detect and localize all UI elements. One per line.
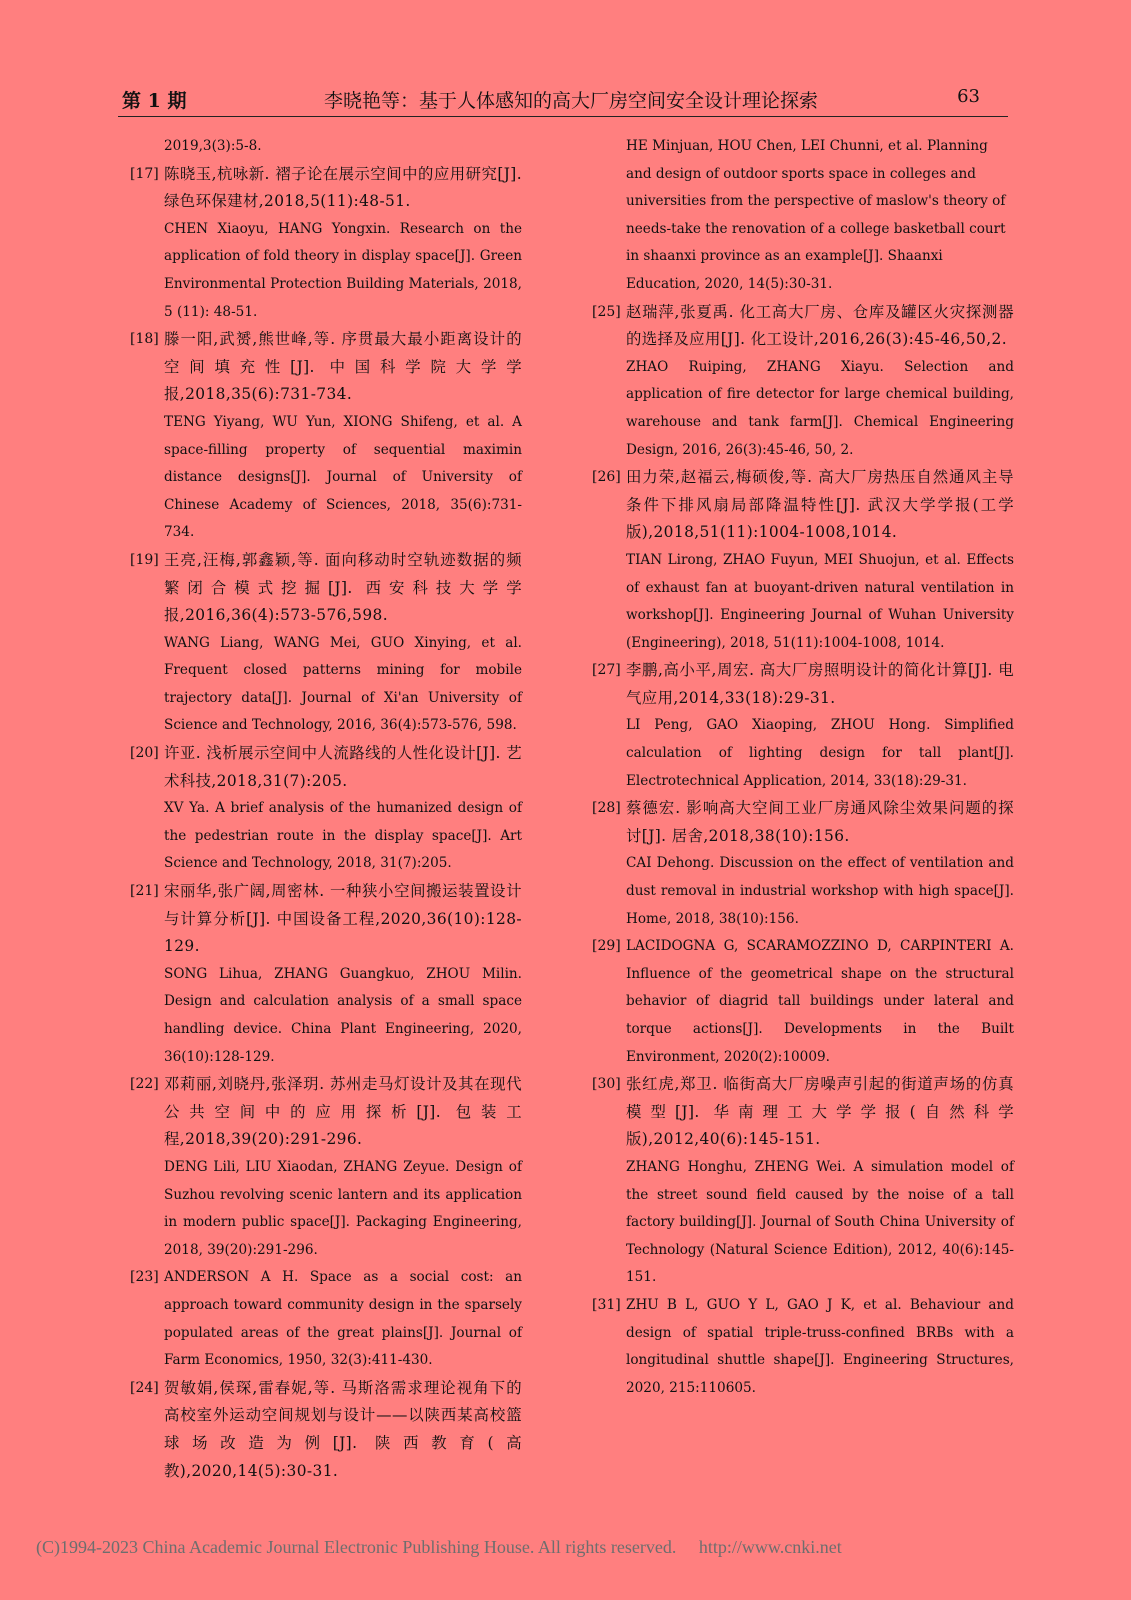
- reference-entry: [592, 464, 1014, 657]
- reference-number: [27]: [592, 662, 621, 679]
- reference-chinese: 田力荣,赵福云,梅硕俊,等. 高大厂房热压自然通风主导条件下排风扇局部降温特性[J]. 武汉大学学报(工学版),2018,51(11):1004-1008,1014.: [626, 468, 1014, 542]
- reference-english: TENG Yiyang, WU Yun, XIONG Shifeng, et al. A space-filling property of sequential maximin distance designs[J]. Journal of University of Chinese Academy of Sciences, 2018, 35(6):731-734.: [164, 413, 522, 541]
- reference-number: [20]: [130, 745, 159, 762]
- reference-entry: [130, 1071, 522, 1264]
- reference-number: [21]: [130, 883, 159, 900]
- reference-entry: [130, 878, 522, 1071]
- reference-number: [28]: [592, 800, 621, 817]
- reference-entry: [592, 933, 1014, 1071]
- reference-number: [23]: [130, 1269, 159, 1286]
- issue-label: 第 1 期: [122, 90, 187, 112]
- reference-english: ZHU B L, GUO Y L, GAO J K, et al. Behaviour and design of spatial triple-truss-confined BRBs with a longitudinal shuttle shape[J]. Engineering Structures, 2020, 215:110605.: [626, 1296, 1014, 1396]
- reference-chinese: 宋丽华,张广阔,周密林. 一种狭小空间搬运装置设计与计算分析[J]. 中国设备工程,2020,36(10):128-129.: [164, 882, 522, 956]
- running-title: 李晓艳等：基于人体感知的高大厂房空间安全设计理论探索: [324, 90, 819, 112]
- reference-entry: [130, 161, 522, 327]
- reference-number: [22]: [130, 1076, 159, 1093]
- reference-english: WANG Liang, WANG Mei, GUO Xinying, et al. Frequent closed patterns mining for mobile trajectory data[J]. Journal of Xi'an University of Science and Technology, 2016, 36(4):573-576, 598.: [164, 634, 522, 734]
- reference-entry: [592, 657, 1014, 795]
- reference-english: ANDERSON A H. Space as a social cost: an approach toward community design in the sparsely populated areas of the great plains[J]. Journal of Farm Economics, 1950, 32(3):411-430.: [164, 1269, 522, 1369]
- reference-chinese: 贺敏娟,侯琛,雷春妮,等. 马斯洛需求理论视角下的高校室外运动空间规划与设计——以陕西某高校篮球场改造为例[J]. 陕西教育(高教),2020,14(5):30-31.: [164, 1378, 522, 1480]
- reference-number: [17]: [130, 165, 159, 182]
- page-number: 63: [957, 86, 980, 107]
- reference-english: LACIDOGNA G, SCARAMOZZINO D, CARPINTERI A. Influence of the geometrical shape on the structural behavior of diagrid tall buildings under lateral and torque actions[J]. Developments in the Built Environment, 2020(2):10009.: [626, 938, 1014, 1065]
- reference-number: [18]: [130, 331, 159, 348]
- reference-chinese: 滕一阳,武赟,熊世峰,等. 序贯最大最小距离设计的空间填充性[J]. 中国科学院大学学报,2018,35(6):731-734.: [164, 330, 522, 404]
- reference-english: CHEN Xiaoyu, HANG Yongxin. Research on the application of fold theory in display space[J]. Green Environmental Protection Building Materials, 2018, 5 (11): 48-51.: [164, 220, 522, 320]
- reference-number: [19]: [130, 551, 159, 568]
- reference-number: [30]: [592, 1076, 621, 1093]
- reference-chinese: 蔡德宏. 影响高大空间工业厂房通风除尘效果问题的探讨[J]. 居舍,2018,38(10):156.: [626, 799, 1014, 845]
- reference-entry: [592, 1292, 1014, 1402]
- page-header: [118, 84, 1008, 117]
- copyright-footer: [36, 1537, 842, 1558]
- reference-entry: [130, 1375, 522, 1485]
- reference-list: [130, 161, 522, 1486]
- reference-continuation: HE Minjuan, HOU Chen, LEI Chunni, et al. Planning and design of outdoor sports space in colleges and universities from the perspective of maslow's theory of needs-take the renovation of a college basketball court in shaanxi province as an example[J]. Shaanxi Education, 2020, 14(5):30-31.: [626, 138, 1006, 292]
- right-column: [592, 133, 1014, 1402]
- reference-english: XV Ya. A brief analysis of the humanized design of the pedestrian route in the display space[J]. Art Science and Technology, 2018, 31(7):205.: [164, 800, 522, 872]
- reference-chinese: 赵瑞萍,张夏禹. 化工高大厂房、仓库及罐区火灾探测器的选择及应用[J]. 化工设计,2016,26(3):45-46,50,2.: [626, 302, 1014, 349]
- reference-english: ZHAO Ruiping, ZHANG Xiayu. Selection and application of fire detector for large chemical building, warehouse and tank farm[J]. Chemical Engineering Design, 2016, 26(3):45-46, 50, 2.: [626, 358, 1014, 458]
- reference-number: [26]: [592, 469, 621, 486]
- reference-entry: [130, 326, 522, 547]
- reference-continuation: 2019,3(3):5-8.: [164, 138, 262, 154]
- reference-english: TIAN Lirong, ZHAO Fuyun, MEI Shuojun, et al. Effects of exhaust fan at buoyant-driven natural ventilation in workshop[J]. Engineering Journal of Wuhan University (Engineering), 2018, 51(11):1004-1008, 1014.: [626, 551, 1014, 651]
- reference-chinese: 许亚. 浅析展示空间中人流路线的人性化设计[J]. 艺术科技,2018,31(7):205.: [164, 744, 522, 790]
- footer-url: http://www.cnki.net: [698, 1537, 842, 1557]
- reference-number: [31]: [592, 1296, 621, 1313]
- reference-chinese: 邓莉丽,刘晓丹,张泽玥. 苏州走马灯设计及其在现代公共空间中的应用探析[J]. 包装工程,2018,39(20):291-296.: [164, 1075, 522, 1149]
- reference-entry: [130, 740, 522, 878]
- reference-english: DENG Lili, LIU Xiaodan, ZHANG Zeyue. Design of Suzhou revolving scenic lantern and its application in modern public space[J]. Packaging Engineering, 2018, 39(20):291-296.: [164, 1158, 522, 1258]
- copyright-text: (C)1994-2023 China Academic Journal Electronic Publishing House. All rights reserved.: [36, 1537, 677, 1557]
- reference-list: [592, 299, 1014, 1403]
- left-column: [130, 133, 522, 1485]
- reference-english: CAI Dehong. Discussion on the effect of ventilation and dust removal in industrial workshop with high space[J]. Home, 2018, 38(10):156.: [626, 855, 1014, 927]
- reference-entry: [592, 299, 1014, 465]
- reference-entry: [130, 547, 522, 740]
- reference-english: LI Peng, GAO Xiaoping, ZHOU Hong. Simplified calculation of lighting design for tall plant[J]. Electrotechnical Application, 2014, 33(18):29-31.: [626, 717, 1014, 789]
- reference-number: [24]: [130, 1379, 159, 1396]
- reference-chinese: 李鹏,高小平,周宏. 高大厂房照明设计的简化计算[J]. 电气应用,2014,33(18):29-31.: [626, 661, 1014, 707]
- reference-english: SONG Lihua, ZHANG Guangkuo, ZHOU Milin. Design and calculation analysis of a small space handling device. China Plant Engineering, 2020, 36(10):128-129.: [164, 965, 522, 1065]
- reference-entry: [130, 1264, 522, 1374]
- reference-chinese: 张红虎,郑卫. 临街高大厂房噪声引起的街道声场的仿真模型[J]. 华南理工大学学报(自然科学版),2012,40(6):145-151.: [626, 1075, 1014, 1149]
- reference-number: [25]: [592, 303, 621, 320]
- reference-chinese: 陈晓玉,杭咏新. 褶子论在展示空间中的应用研究[J]. 绿色环保建材,2018,5(11):48-51.: [164, 164, 522, 211]
- reference-entry: [592, 1071, 1014, 1292]
- reference-entry: [592, 795, 1014, 933]
- reference-chinese: 王亮,汪梅,郭鑫颖,等. 面向移动时空轨迹数据的频繁闭合模式挖掘[J]. 西安科技大学学报,2016,36(4):573-576,598.: [164, 550, 522, 625]
- reference-number: [29]: [592, 938, 621, 955]
- reference-english: ZHANG Honghu, ZHENG Wei. A simulation model of the street sound field caused by the noise of a tall factory building[J]. Journal of South China University of Technology (Natural Science Edition), 2012, 40(6):145-151.: [626, 1158, 1014, 1286]
